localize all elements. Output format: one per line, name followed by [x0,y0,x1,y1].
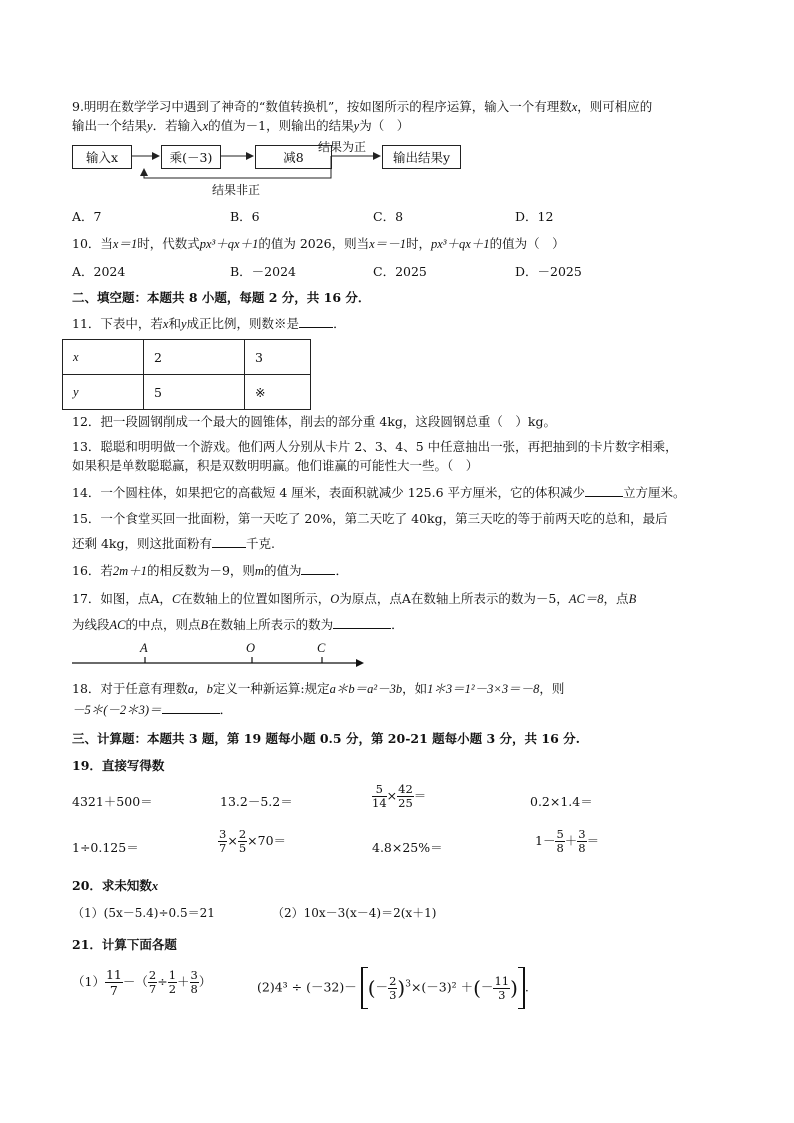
q14: 14．一个圆柱体，如果把它的高截短 4 厘米，表面积就减少 125.6 平方厘米，它的体积减少 立方厘米。 [72,485,686,500]
q18-line2: －5＊(－2＊3)＝ ． [72,702,233,717]
table-cell: ※ [245,375,311,410]
q15-line1: 15．一个食堂买回一批面粉，第一天吃了 20%，第二天吃了 40kg，第三天吃的等于前两天吃的总和，最后 [72,511,668,526]
q19-item-5: 1÷0.125＝ [72,840,139,855]
q20-title: 20．求未知数x [72,878,159,893]
q21-problem-1: （1） $\frac{11}{7}$ －（ $\frac{2}{7}$ ÷ $\frac{1}{2}$ ＋ $\frac{3}{8}$ ） [72,967,212,998]
q19-title: 19．直接写得数 [72,758,165,773]
q13-line1: 13．聪聪和明明做一个游戏。他们两人分别从卡片 2、3、4、5 中任意抽出一张，再把抽到的卡片数字相乘， [72,439,678,454]
q13-line2: 如果积是单数聪聪赢，积是双数明明赢。他们谁赢的可能性大一些。（ ） [72,458,479,473]
q16: 16．若2m＋1的相反数为－9，则m的值为 ． [72,563,348,578]
q10-option-a: A．2024 [72,264,126,279]
q9-option-b: B．6 [230,209,260,224]
flow-nonpositive-label: 结果非正 [212,183,261,197]
q20-equation-1: （1）(5x－5.4)÷0.5＝21 [72,906,215,920]
flow-subtract-box: 减8 [255,145,332,169]
q9-option-d: D．12 [515,209,554,224]
q21-title: 21．计算下面各题 [72,937,177,952]
axis-label-a: A [140,641,148,655]
q11-stem: 11．下表中，若x和y成正比例，则数※是 ． [72,316,346,331]
q9-option-c: C．8 [373,209,404,224]
table-cell: 5 [144,375,245,410]
table-cell: y [63,375,144,410]
table-cell: 3 [245,340,311,375]
q18-line1: 18．对于任意有理数a，b定义一种新运算:规定a＊b＝a²－3b，如1＊3＝1²－3×3＝－8，则 [72,681,565,696]
q20-equation-2: （2）10x－3(x－4)＝2(x＋1) [272,906,437,920]
axis-label-o: O [246,641,256,655]
section3-heading: 三、计算题：本题共 3 题，第 19 题每小题 0.5 分，第 20-21 题每小题 3 分，共 16 分. [72,731,580,746]
q17-line1: 17．如图，点A，C在数轴上的位置如图所示，O为原点，点A在数轴上所表示的数为－5，AC＝8，点B [72,591,637,606]
q15-line2: 还剩 4kg，则这批面粉有 千克. [72,536,275,551]
q12: 12．把一段圆钢削成一个最大的圆锥体，削去的部分重 4kg，这段圆钢总重（ ）kg。 [72,414,556,429]
q10-option-b: B．－2024 [230,264,296,279]
axis-label-c: C [317,641,326,655]
q19-item-2: 13.2－5.2＝ [220,794,293,809]
q19-item-3: $\frac{5}{14}$ × $\frac{42}{25}$ ＝ [372,782,427,810]
flow-output-box: 输出结果y [382,145,461,169]
q9-line1: 9.明明在数学学习中遇到了神奇的“数值转换机”，按如图所示的程序运算，输入一个有理数x，则可相应的 [72,99,653,114]
section2-heading: 二、填空题：本题共 8 小题，每题 2 分，共 16 分． [72,290,371,305]
flow-multiply-box: 乘(－3) [161,145,221,169]
q19-item-7: 4.8×25%＝ [372,840,443,855]
q10-stem: 10．当x＝1时，代数式px³＋qx＋1的值为 2026，则当x＝－1时，px³＋qx＋1的值为（ ） [72,236,565,251]
q9-line2: 输出一个结果y．若输入x的值为－1，则输出的结果y为（ ） [72,118,410,133]
q10-option-c: C．2025 [373,264,427,279]
q19-item-8: 1－ $\frac{5}{8}$ ＋ $\frac{3}{8}$ ＝ [535,827,600,855]
q19-item-6: $\frac{3}{7}$ × $\frac{2}{5}$ ×70＝ [219,827,287,855]
q19-item-4: 0.2×1.4＝ [530,794,593,809]
table-cell: x [63,340,144,375]
q19-item-1: 4321＋500＝ [72,794,153,809]
q9-option-a: A．7 [72,209,102,224]
table-cell: 2 [144,340,245,375]
flow-positive-label: 结果为正 [318,140,367,154]
q17-line2: 为线段AC的中点，则点B在数轴上所表示的数为 ． [72,617,404,632]
flow-input-box: 输入x [72,145,132,169]
q21-problem-2: (2)4³ ÷ (－32)－ (－ $\frac{2}{3}$ )$^3$×(－3)² ＋(－ $\frac{11}{3}$ ) . [257,967,529,1009]
q10-option-d: D．－2025 [515,264,582,279]
